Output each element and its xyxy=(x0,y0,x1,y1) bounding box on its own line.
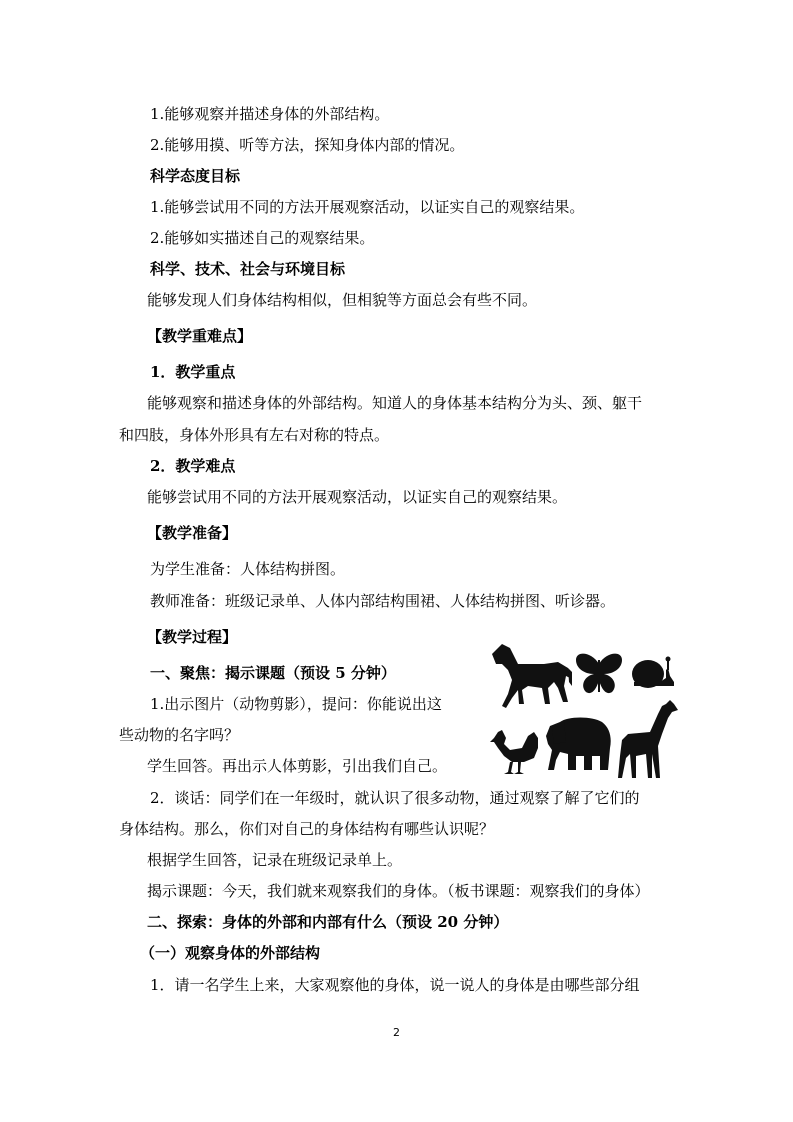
text-line-2: 2.能够用摸、听等方法，探知身体内部的情况。 xyxy=(150,136,465,154)
text-line-9: 为学生准备：人体结构拼图。 xyxy=(150,560,346,578)
text-line-7: 和四肢，身体外形具有左右对称的特点。 xyxy=(119,426,390,444)
text-line-5: 能够发现人们身体结构相似，但相貌等方面总会有些不同。 xyxy=(147,291,538,309)
text-line-12: 些动物的名字吗？ xyxy=(119,726,240,744)
horse-icon xyxy=(488,642,572,710)
page-number: 2 xyxy=(393,1026,400,1039)
text-line-8: 能够尝试用不同的方法开展观察活动，以证实自己的观察结果。 xyxy=(147,488,568,506)
section-heading: 【教学准备】 xyxy=(147,524,238,542)
text-line-17: 揭示课题：今天，我们就来观察我们的身体。（板书课题：观察我们的身体） xyxy=(147,882,650,900)
section-heading: 科学态度目标 xyxy=(150,167,241,185)
section-heading: 【教学重难点】 xyxy=(147,327,253,345)
text-line-13: 学生回答。再出示人体剪影，引出我们自己。 xyxy=(147,757,448,775)
butterfly-icon xyxy=(574,652,624,698)
section-heading: 科学、技术、社会与环境目标 xyxy=(150,260,346,278)
giraffe-icon xyxy=(618,700,678,780)
subheading: （一）观察身体的外部结构 xyxy=(140,944,321,962)
elephant-icon xyxy=(542,716,614,772)
text-line-15: 身体结构。那么，你们对自己的身体结构有哪些认识呢？ xyxy=(119,820,495,838)
text-line-3: 1.能够尝试用不同的方法开展观察活动，以证实自己的观察结果。 xyxy=(150,198,585,216)
text-line-6: 能够观察和描述身体的外部结构。知道人的身体基本结构分为头、颈、躯干 xyxy=(147,394,643,412)
rooster-icon xyxy=(490,728,540,774)
text-line-16: 根据学生回答，记录在班级记录单上。 xyxy=(147,851,403,869)
subheading: 2．教学难点 xyxy=(150,457,236,475)
subheading: 一、聚焦：揭示课题（预设 5 分钟） xyxy=(150,664,396,682)
section-heading: 【教学过程】 xyxy=(147,628,238,646)
snail-icon xyxy=(630,656,676,690)
text-line-11: 1.出示图片（动物剪影），提问：你能说出这 xyxy=(150,695,442,713)
subheading: 1．教学重点 xyxy=(150,363,236,381)
text-line-1: 1.能够观察并描述身体的外部结构。 xyxy=(150,105,390,123)
subheading: 二、探索：身体的外部和内部有什么（预设 20 分钟） xyxy=(147,913,509,931)
text-line-4: 2.能够如实描述自己的观察结果。 xyxy=(150,229,375,247)
text-line-18: 1．请一名学生上来，大家观察他的身体，说一说人的身体是由哪些部分组 xyxy=(150,976,640,994)
text-line-10: 教师准备：班级记录单、人体内部结构围裙、人体结构拼图、听诊器。 xyxy=(150,592,616,610)
text-line-14: 2．谈话：同学们在一年级时，就认识了很多动物，通过观察了解了它们的 xyxy=(150,789,640,807)
